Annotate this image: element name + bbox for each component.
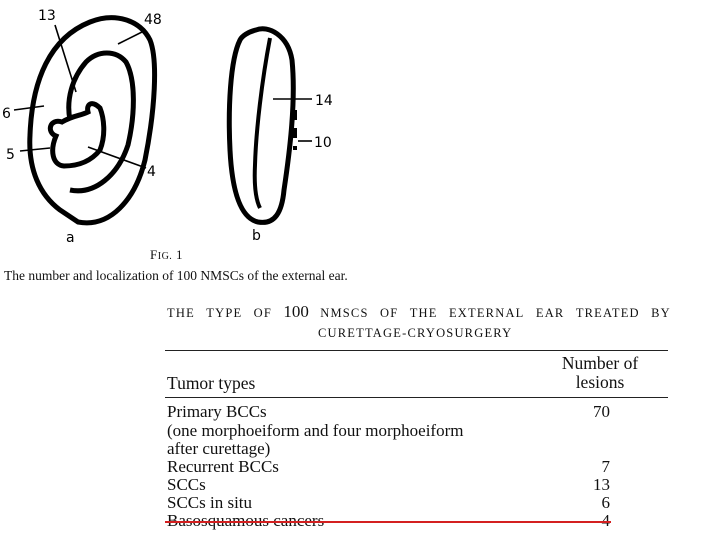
table-row-value: 13 xyxy=(593,475,610,494)
label-14: 14 xyxy=(315,93,333,109)
figure-description: The number and localization of 100 NMSCs of the external ear. xyxy=(4,268,348,283)
leader-48 xyxy=(118,30,146,44)
ear-b-outer-outline xyxy=(229,29,293,223)
label-a: a xyxy=(66,230,75,246)
red-underline xyxy=(165,521,611,523)
table-row-value: 70 xyxy=(593,402,610,421)
title-word: TYPE xyxy=(206,306,243,320)
header-number-of-lesions xyxy=(540,354,660,392)
label-10: 10 xyxy=(314,135,332,151)
ear-a-concha xyxy=(50,104,103,166)
ear-b-inner-line xyxy=(255,38,270,208)
table-row-type: SCCs in situ xyxy=(167,493,253,512)
title-word: OF xyxy=(253,306,273,320)
table-title-line-2: CURETTAGE-CRYOSURGERY xyxy=(318,326,513,340)
table-row-type: after curettage) xyxy=(167,439,271,458)
leader-6 xyxy=(14,106,44,110)
table-row-type: Recurrent BCCs xyxy=(167,457,279,476)
label-5: 5 xyxy=(6,147,15,163)
table-title-line-1 xyxy=(167,302,671,322)
table-header-rule xyxy=(165,397,668,398)
title-word: EXTERNAL xyxy=(448,306,525,320)
title-word: BY xyxy=(651,306,671,320)
table-top-rule xyxy=(165,350,668,351)
label-13: 13 xyxy=(38,8,56,24)
title-word: NMSCS xyxy=(320,306,369,320)
label-6: 6 xyxy=(2,106,11,122)
table-row-type: (one morphoeiform and four morphoeiform xyxy=(167,421,464,440)
table-row-type: SCCs xyxy=(167,475,206,494)
header-tumor-types: Tumor types xyxy=(167,373,256,393)
title-word: OF xyxy=(379,306,399,320)
title-word: 100 xyxy=(283,302,309,321)
table-row-value: 7 xyxy=(601,457,610,476)
label-4: 4 xyxy=(147,164,156,180)
leader-5 xyxy=(20,148,50,151)
title-word: TREATED xyxy=(575,306,640,320)
title-word: EAR xyxy=(535,306,565,320)
header-right-line-2: lesions xyxy=(575,372,625,392)
label-48: 48 xyxy=(144,12,162,28)
figure-caption xyxy=(150,247,183,263)
header-right-line-1: Number of xyxy=(561,353,639,373)
title-word: THE xyxy=(167,306,195,320)
ear-a-outer-outline xyxy=(30,18,155,223)
caption-prefix: F xyxy=(150,247,158,262)
caption-small: IG. xyxy=(157,251,173,262)
title-word: THE xyxy=(409,306,438,320)
table-row-type: Primary BCCs xyxy=(167,402,267,421)
label-b: b xyxy=(252,228,261,244)
caption-number: 1 xyxy=(176,247,184,262)
table-row-value: 6 xyxy=(601,493,610,512)
